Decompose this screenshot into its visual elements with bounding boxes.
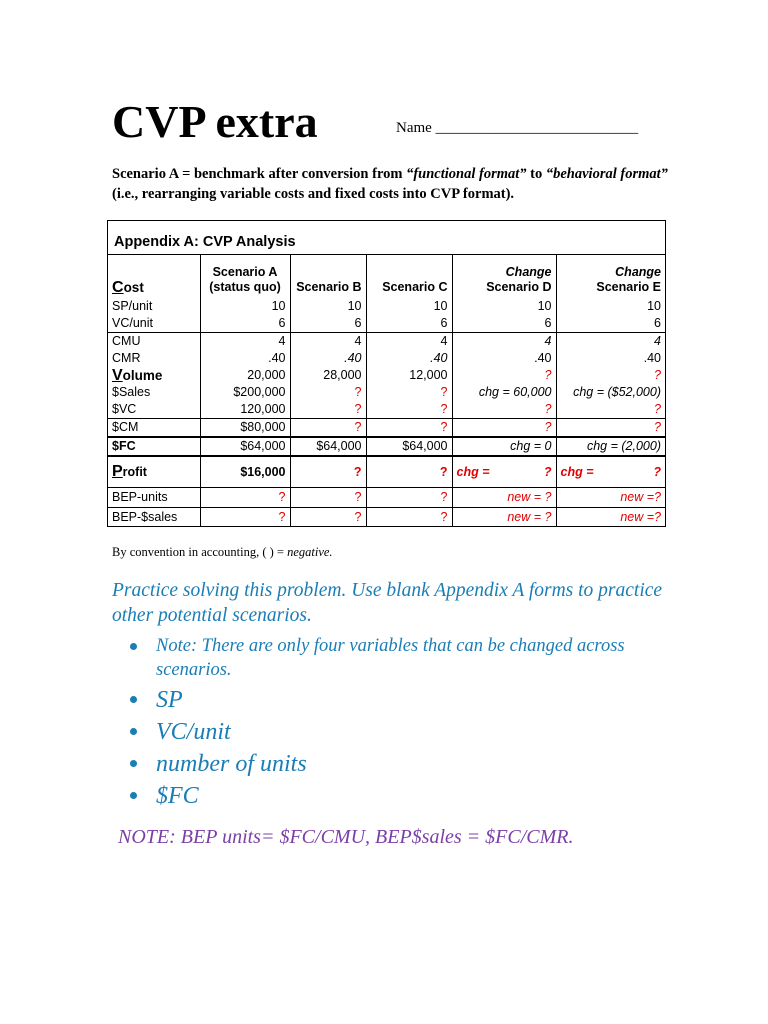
table-row	[108, 508, 665, 528]
table-cell: 12,000	[366, 367, 452, 384]
table-row	[108, 384, 665, 401]
table-cell: 10	[366, 298, 452, 315]
table-row	[108, 437, 665, 456]
header-scenario-c: Scenario C	[366, 255, 452, 299]
list-item	[130, 780, 307, 812]
row-label-volume: Volume	[112, 367, 163, 384]
name-field-label: Name ___________________________	[396, 120, 639, 136]
intro-behavioral: “behavioral format”	[545, 166, 668, 182]
list-item	[130, 716, 307, 748]
table-cell: chg = ?	[556, 456, 665, 488]
table-cell: $16,000	[200, 456, 290, 488]
table-cell: chg = ($52,000)	[556, 384, 665, 401]
row-label: SP/unit	[112, 299, 153, 313]
intro-part3: (i.e., rearranging variable costs and fixed costs into CVP format).	[112, 186, 515, 202]
row-label: VC/unit	[112, 316, 153, 330]
table-cell: .40	[290, 350, 366, 367]
table-cell: 10	[452, 298, 556, 315]
table-cell: ?	[366, 488, 452, 508]
table-cell: new =?	[556, 488, 665, 508]
table-cell: ?	[290, 384, 366, 401]
intro-functional: “functional format”	[406, 166, 527, 182]
table-cell: 6	[556, 315, 665, 333]
table-row	[108, 488, 665, 508]
table-cell: $64,000	[200, 437, 290, 456]
table-cell: ?	[200, 488, 290, 508]
row-label-profit: Profit	[108, 456, 200, 488]
cvp-table	[108, 254, 665, 527]
row-label: CMU	[108, 333, 200, 351]
list-item	[130, 748, 307, 780]
bullet-icon	[130, 696, 137, 703]
table-cell: new = ?	[452, 488, 556, 508]
variables-list	[130, 684, 307, 812]
table-cell: 4	[366, 333, 452, 351]
header-scenario-d: Change Scenario D	[452, 255, 556, 299]
table-cell: ?	[290, 456, 366, 488]
table-cell: $200,000	[200, 384, 290, 401]
table-cell: ?	[290, 419, 366, 438]
table-cell: new = ?	[452, 508, 556, 528]
table-cell: 6	[366, 315, 452, 333]
row-label: $FC	[108, 437, 200, 456]
bullet-icon	[130, 792, 137, 799]
row-label: CMR	[112, 351, 141, 365]
table-cell: 6	[290, 315, 366, 333]
table-cell: 6	[452, 315, 556, 333]
table-cell: ?	[366, 419, 452, 438]
header-scenario-e: Change Scenario E	[556, 255, 665, 299]
table-cell: .40	[556, 350, 665, 367]
table-row	[108, 298, 665, 315]
table-cell: ?	[556, 367, 665, 384]
table-cell: ?	[556, 401, 665, 419]
table-cell: 28,000	[290, 367, 366, 384]
table-cell: $80,000	[200, 419, 290, 438]
intro-part2: to	[526, 166, 546, 182]
row-label: $VC	[112, 402, 137, 416]
table-row	[108, 401, 665, 419]
table-cell: new =?	[556, 508, 665, 528]
table-row	[108, 367, 665, 384]
table-cell: ?	[366, 508, 452, 528]
row-label: BEP-$sales	[108, 508, 200, 528]
table-header-row	[108, 255, 665, 299]
table-cell: 4	[200, 333, 290, 351]
appendix-a-box	[107, 220, 666, 527]
variable-vc-unit: VC/unit	[156, 719, 231, 745]
row-label: BEP-units	[108, 488, 200, 508]
table-cell: ?	[452, 401, 556, 419]
convention-negative: negative.	[287, 545, 333, 559]
table-cell: ?	[366, 456, 452, 488]
table-row	[108, 333, 665, 351]
table-cell: .40	[200, 350, 290, 367]
list-item	[130, 684, 307, 716]
table-cell: chg = ?	[452, 456, 556, 488]
table-cell: 10	[200, 298, 290, 315]
table-cell: 6	[200, 315, 290, 333]
intro-part1: Scenario A = benchmark after conversion from	[112, 166, 407, 182]
convention-note	[112, 545, 333, 560]
table-cell: 120,000	[200, 401, 290, 419]
header-cost: Cost	[108, 255, 200, 299]
header-scenario-a: Scenario A (status quo)	[200, 255, 290, 299]
bullet-icon	[130, 728, 137, 735]
row-label: $CM	[108, 419, 200, 438]
table-cell: ?	[200, 508, 290, 528]
table-row	[108, 419, 665, 438]
table-cell: 10	[290, 298, 366, 315]
table-cell: chg = (2,000)	[556, 437, 665, 456]
bullet-icon	[130, 643, 137, 650]
appendix-title: Appendix A: CVP Analysis	[114, 234, 296, 250]
table-cell: ?	[290, 401, 366, 419]
bullet-icon	[130, 760, 137, 767]
variable-sp: SP	[156, 687, 183, 713]
table-cell: ?	[556, 419, 665, 438]
bep-formula-note: NOTE: BEP units= $FC/CMU, BEP$sales = $FC/CMR.	[118, 826, 574, 848]
table-cell: .40	[452, 350, 556, 367]
table-cell: 4	[556, 333, 665, 351]
table-cell: .40	[366, 350, 452, 367]
note-bullet-text: Note: There are only four variables that can be changed across scenarios.	[156, 636, 625, 680]
table-cell: $64,000	[290, 437, 366, 456]
intro-paragraph	[112, 164, 672, 204]
table-cell: ?	[452, 367, 556, 384]
table-cell: 10	[556, 298, 665, 315]
practice-paragraph: Practice solving this problem. Use blank Appendix A forms to practice other potential scenarios.	[112, 580, 663, 626]
variable-number-of-units: number of units	[156, 751, 307, 777]
table-cell: 4	[452, 333, 556, 351]
table-row	[108, 456, 665, 488]
table-cell: ?	[366, 384, 452, 401]
table-cell: ?	[452, 419, 556, 438]
table-cell: ?	[290, 488, 366, 508]
table-cell: ?	[366, 401, 452, 419]
header-scenario-b: Scenario B	[290, 255, 366, 299]
table-row	[108, 315, 665, 333]
convention-text: By convention in accounting, ( ) =	[112, 545, 288, 559]
variable-fc: $FC	[156, 783, 199, 809]
row-label: $Sales	[112, 385, 151, 399]
table-row	[108, 350, 665, 367]
table-cell: chg = 60,000	[452, 384, 556, 401]
note-bullet-list	[130, 634, 630, 682]
list-item	[130, 634, 630, 682]
table-cell: 4	[290, 333, 366, 351]
table-cell: ?	[290, 508, 366, 528]
table-cell: chg = 0	[452, 437, 556, 456]
page-title: CVP extra	[112, 96, 318, 147]
table-cell: 20,000	[200, 367, 290, 384]
table-cell: $64,000	[366, 437, 452, 456]
